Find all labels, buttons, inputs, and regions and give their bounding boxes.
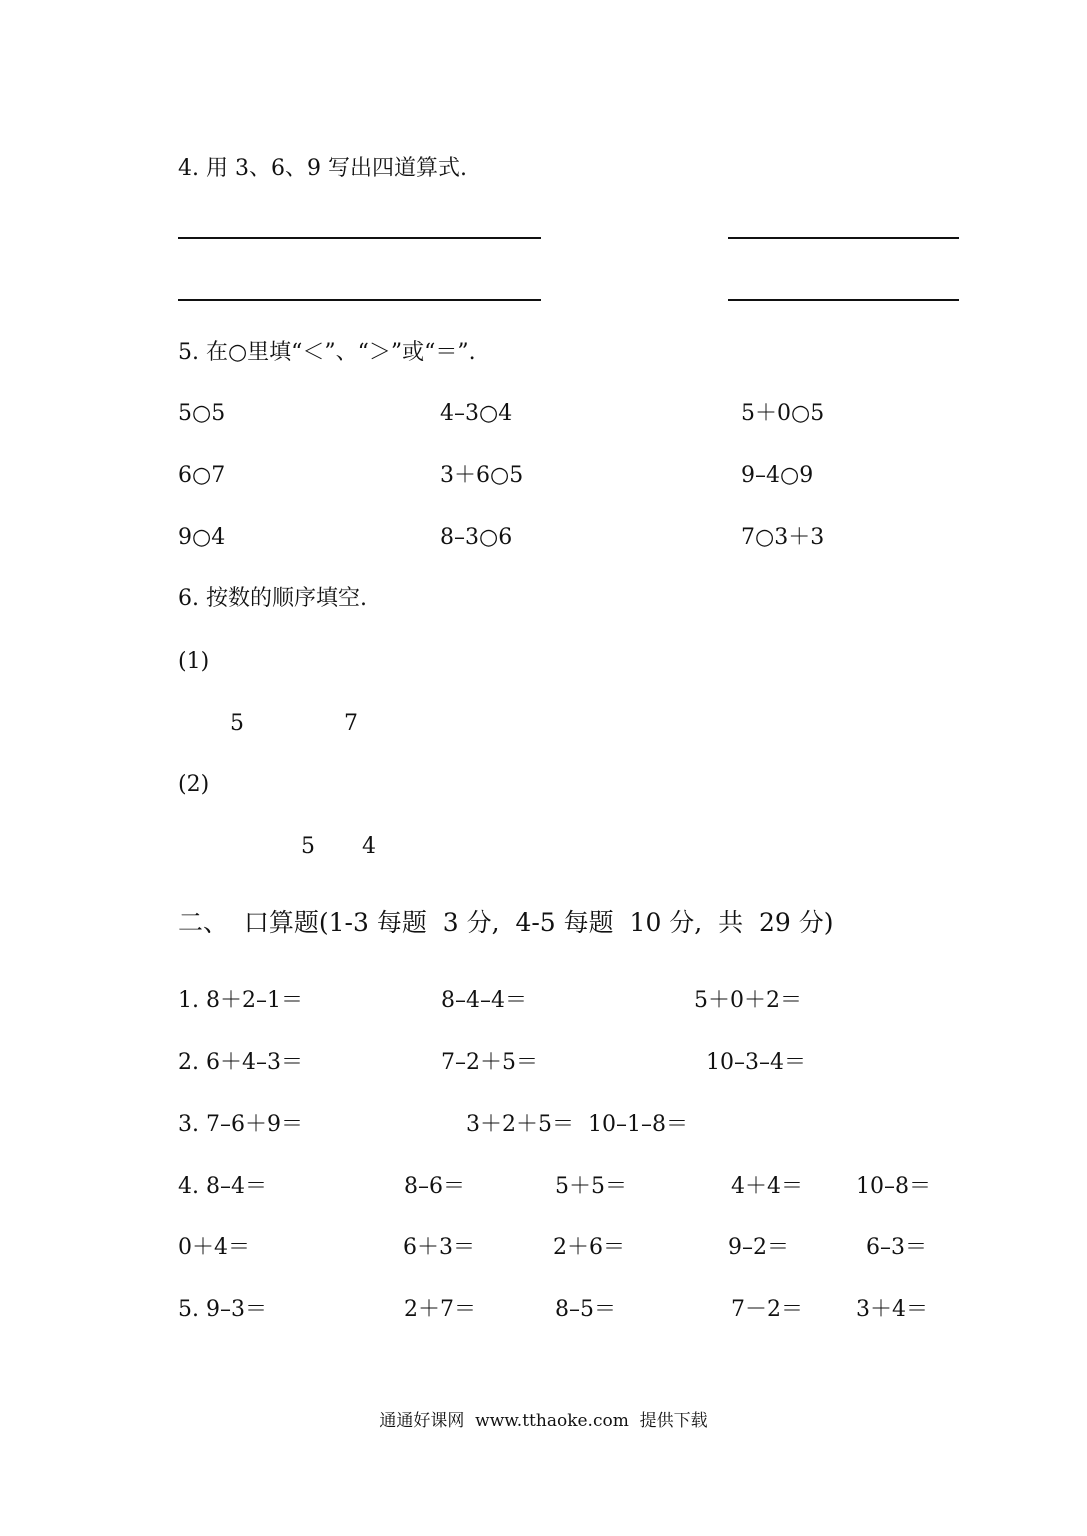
part-label: (2) <box>178 772 210 797</box>
arithmetic-item: 6–3＝ <box>866 1235 927 1260</box>
arithmetic-item: 7–2＋5＝ <box>441 1050 538 1075</box>
arithmetic-item: 4＋4＝ <box>731 1174 803 1199</box>
arithmetic-item: 2＋7＝ <box>404 1297 476 1322</box>
question-4-title: 4. 用 3、6、9 写出四道算式. <box>178 156 467 181</box>
arithmetic-item: 3＋2＋5＝ 10–1–8＝ <box>466 1112 688 1137</box>
arithmetic-item: 3. 7–6＋9＝ <box>178 1112 303 1137</box>
arithmetic-item: 8–6＝ <box>404 1174 465 1199</box>
arithmetic-item: 5＋5＝ <box>555 1174 627 1199</box>
compare-item: 5○5 <box>178 401 226 426</box>
arithmetic-item: 1. 8＋2–1＝ <box>178 988 303 1013</box>
compare-item: 6○7 <box>178 463 226 488</box>
compare-item: 8–3○6 <box>440 525 513 550</box>
section-2-heading: 二、 口算题(1-3 每题 3 分, 4-5 每题 10 分, 共 29 分) <box>178 908 834 937</box>
arithmetic-item: 0＋4＝ <box>178 1235 250 1260</box>
arithmetic-item: 8–5＝ <box>555 1297 616 1322</box>
compare-item: 4–3○4 <box>440 401 513 426</box>
sequence-number: 5 <box>301 834 315 859</box>
compare-item: 3＋6○5 <box>440 463 524 488</box>
page-footer: 通通好课网 www.tthaoke.com 提供下载 <box>379 1411 708 1431</box>
arithmetic-item: 9–2＝ <box>728 1235 789 1260</box>
arithmetic-item: 5＋0＋2＝ <box>694 988 802 1013</box>
part-label: (1) <box>178 649 210 674</box>
sequence-number: 7 <box>344 711 358 736</box>
sequence-number: 4 <box>362 834 376 859</box>
sequence-number: 5 <box>230 711 244 736</box>
arithmetic-item: 8–4–4＝ <box>441 988 527 1013</box>
compare-item: 9–4○9 <box>741 463 814 488</box>
arithmetic-item: 4. 8–4＝ <box>178 1174 267 1199</box>
compare-item: 5＋0○5 <box>741 401 825 426</box>
answer-line <box>728 237 959 239</box>
compare-item: 9○4 <box>178 525 226 550</box>
compare-item: 7○3＋3 <box>741 525 825 550</box>
answer-line <box>178 299 541 301</box>
arithmetic-item: 2＋6＝ <box>553 1235 625 1260</box>
question-6-title: 6. 按数的顺序填空. <box>178 586 367 611</box>
answer-line <box>728 299 959 301</box>
answer-line <box>178 237 541 239</box>
arithmetic-item: 7－2＝ <box>731 1297 803 1322</box>
arithmetic-item: 3＋4＝ <box>856 1297 928 1322</box>
arithmetic-item: 2. 6＋4–3＝ <box>178 1050 303 1075</box>
arithmetic-item: 10–3–4＝ <box>706 1050 806 1075</box>
arithmetic-item: 10–8＝ <box>856 1174 931 1199</box>
arithmetic-item: 6＋3＝ <box>403 1235 475 1260</box>
question-5-title: 5. 在○里填“＜”、“＞”或“＝”. <box>178 340 476 365</box>
arithmetic-item: 5. 9–3＝ <box>178 1297 267 1322</box>
